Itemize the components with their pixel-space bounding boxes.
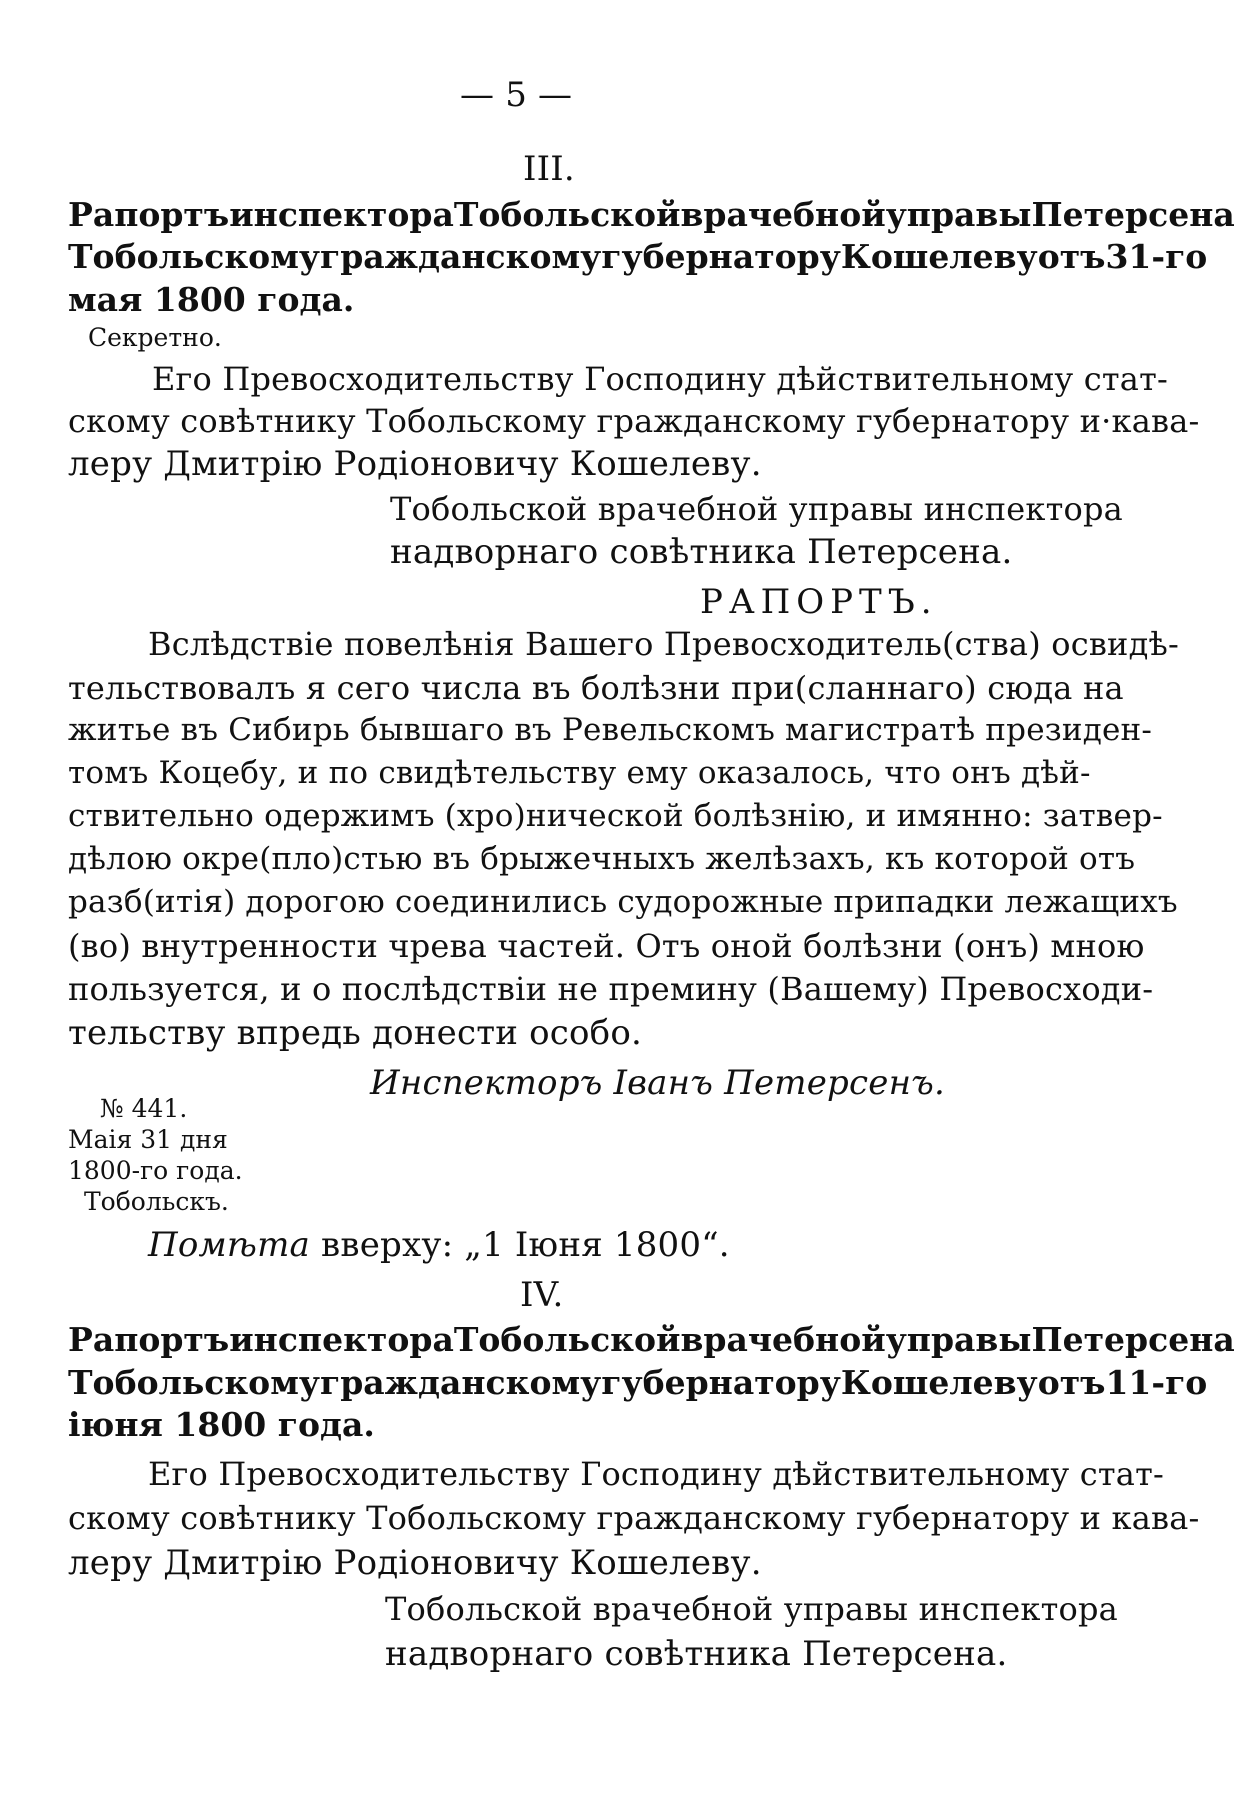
body-line: разб(итія) дорогою соединились судорожные припадки лежащихъ	[68, 884, 1178, 920]
section-heading-line: іюня 1800 года.	[68, 1405, 375, 1444]
address-line: Его Превосходительству Господину дѣйствительному стат-	[152, 360, 1168, 398]
body-line: дѣлою окре(пло)стью въ брыжечныхъ желѣзахъ, къ которой отъ	[68, 841, 1136, 877]
sender-line: Тобольской врачебной управы инспектора	[385, 1590, 1118, 1628]
body-line: житье въ Сибирь бывшаго въ Ревельскомъ магистратѣ президен-	[68, 712, 1153, 748]
address-line: леру Дмитрію Родіоновичу Кошелеву.	[68, 444, 762, 484]
section-numeral-iii: III.	[523, 149, 575, 189]
registry-year: 1800-го года.	[68, 1156, 243, 1185]
section-heading-line: мая 1800 года.	[68, 280, 355, 319]
body-line: (во) внутренности чрева частей. Отъ оной болѣзни (онъ) мною	[68, 927, 1145, 965]
section-heading-line: Тобольскому гражданскому губернатору Кошелеву отъ 11-го	[68, 1363, 1208, 1402]
registry-place: Тобольскъ.	[84, 1187, 229, 1216]
registry-number: № 441.	[100, 1094, 188, 1123]
section-heading-line: Тобольскому гражданскому губернатору Кошелеву отъ 31-го	[68, 237, 1208, 276]
address-line: скому совѣтнику Тобольскому гражданскому губернатору и кава-	[68, 1499, 1200, 1537]
note-text: вверху: „1 Іюня 1800“.	[321, 1225, 730, 1265]
body-line: томъ Коцебу, и по свидѣтельству ему оказалось, что онъ дѣй-	[68, 755, 1091, 791]
note-label: Помѣта	[148, 1225, 311, 1265]
section-numeral-iv: IV.	[520, 1275, 564, 1315]
sender-line: Тобольской врачебной управы инспектора	[390, 490, 1123, 528]
body-line: ствительно одержимъ (хро)нической болѣзнію, и имянно: затвер-	[68, 798, 1163, 834]
address-line: Его Превосходительству Господину дѣйствительному стат-	[148, 1455, 1164, 1493]
report-title: РАПОРТЪ.	[700, 582, 938, 622]
sender-line: надворнаго совѣтника Петерсена.	[390, 532, 1013, 572]
section-heading-line: Рапортъ инспектора Тобольской врачебной управы Петерсена	[68, 195, 1235, 234]
address-line: скому совѣтнику Тобольскому гражданскому губернатору и·кава-	[68, 402, 1200, 440]
section-heading-line: Рапортъ инспектора Тобольской врачебной управы Петерсена	[68, 1320, 1235, 1359]
page-number: — 5 —	[460, 75, 573, 115]
secret-mark: Секретно.	[88, 323, 222, 352]
registry-date: Маія 31 дня	[68, 1125, 228, 1154]
note-line	[148, 1225, 730, 1265]
body-line: пользуется, и о послѣдствіи не премину (Вашему) Превосходи-	[68, 970, 1154, 1008]
sender-line: надворнаго совѣтника Петерсена.	[385, 1634, 1008, 1674]
body-line: тельству впредь донести особо.	[68, 1013, 643, 1053]
body-line: тельствовалъ я сего числа въ болѣзни при(сланнаго) сюда на	[68, 669, 1124, 707]
body-line: Вслѣдствіе повелѣнія Вашего Превосходитель(ства) освидѣ-	[148, 625, 1179, 663]
signature: Инспекторъ Іванъ Петерсенъ.	[370, 1063, 946, 1103]
address-line: леру Дмитрію Родіоновичу Кошелеву.	[68, 1543, 762, 1583]
